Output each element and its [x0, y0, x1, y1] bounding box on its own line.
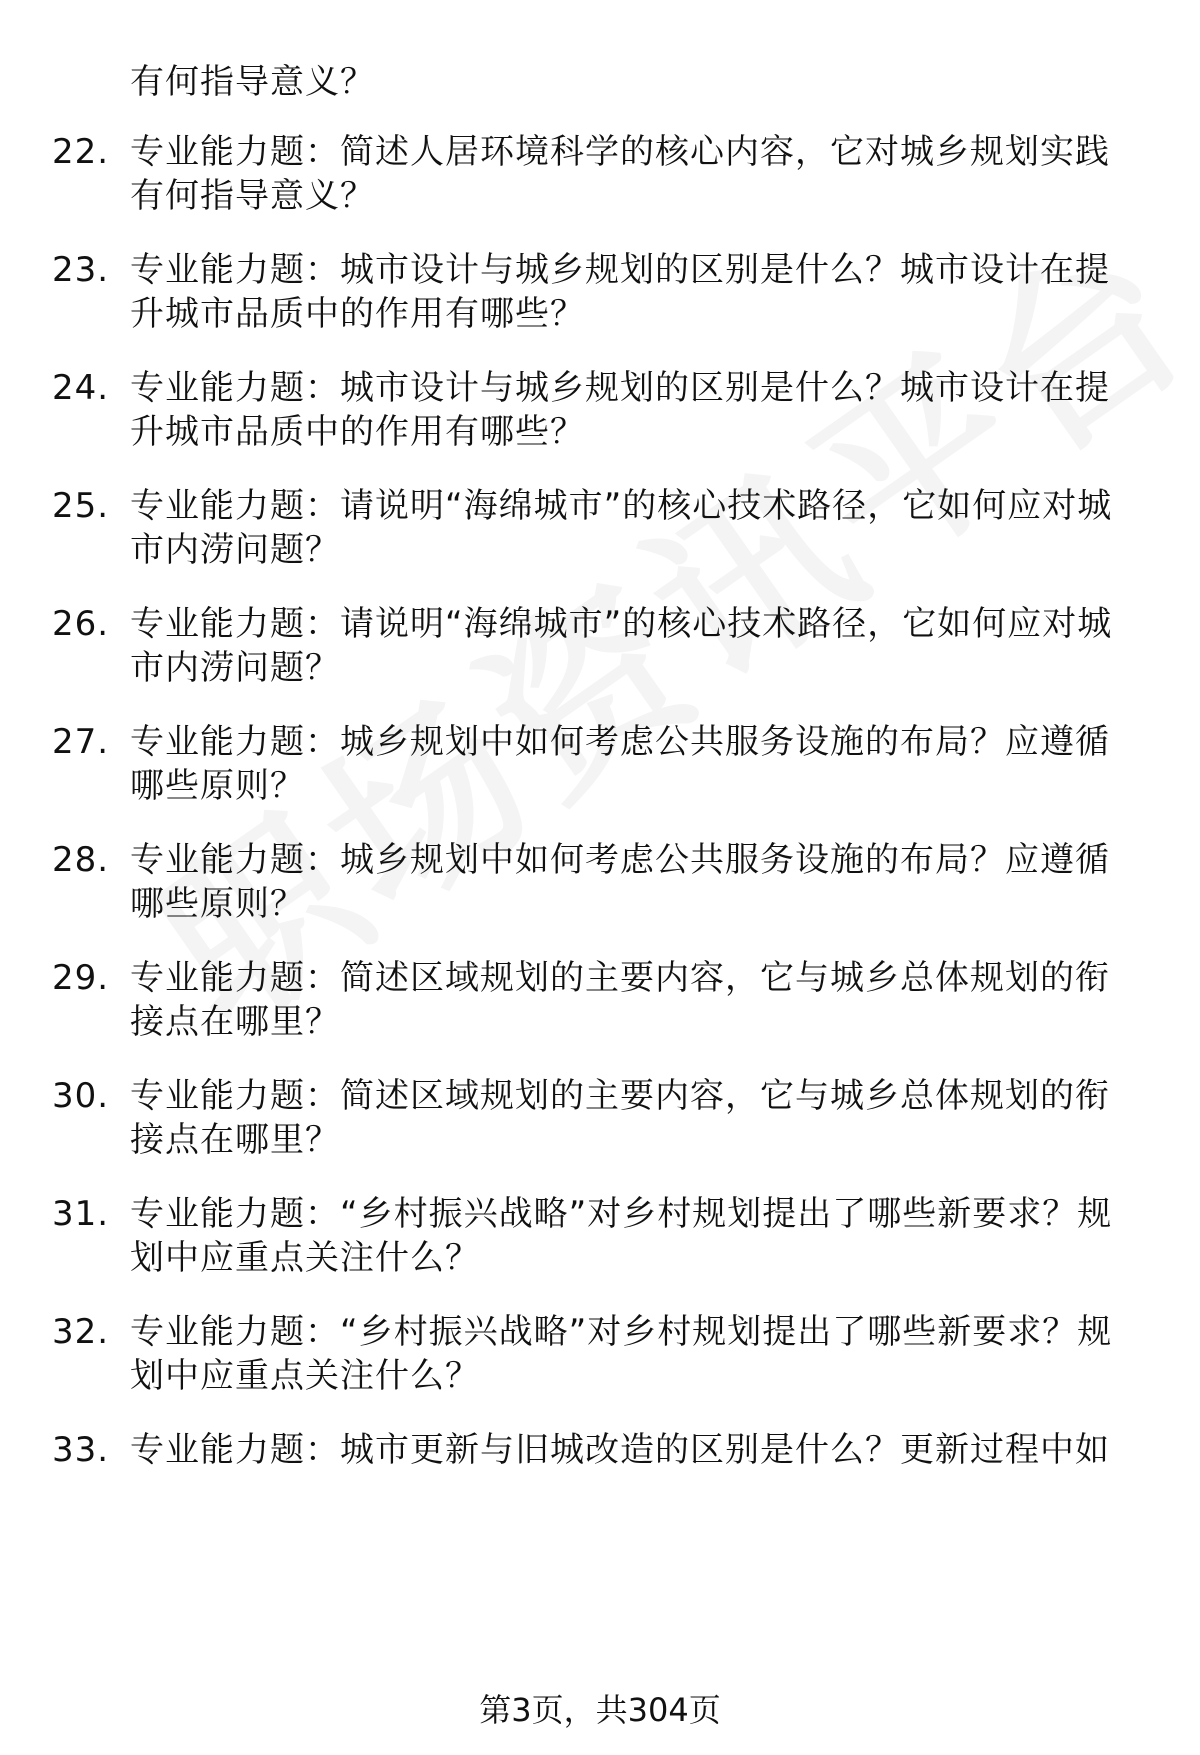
question-text: 专业能力题：城乡规划中如何考虑公共服务设施的布局？应遵循哪些原则？ [130, 722, 1110, 806]
question-text: 专业能力题：简述区域规划的主要内容，它与城乡总体规划的衔接点在哪里？ [130, 1076, 1110, 1160]
question-number: 24. [52, 368, 110, 408]
continued-text: 有何指导意义？ [130, 62, 375, 102]
question-text: 专业能力题：城乡规划中如何考虑公共服务设施的布局？应遵循哪些原则？ [130, 840, 1110, 924]
question-number: 33. [52, 1430, 110, 1470]
question-text: 专业能力题：城市设计与城乡规划的区别是什么？城市设计在提升城市品质中的作用有哪些？ [130, 250, 1110, 334]
question-number: 27. [52, 722, 110, 762]
question-number: 23. [52, 250, 110, 290]
question-number: 22. [52, 132, 110, 172]
page-footer: 第3页，共304页 [479, 1691, 721, 1729]
question-number: 30. [52, 1076, 110, 1116]
question-number: 25. [52, 486, 110, 526]
question-number: 29. [52, 958, 110, 998]
question-number: 26. [52, 604, 110, 644]
question-text: 专业能力题：请说明“海绵城市”的核心技术路径，它如何应对城市内涝问题？ [130, 486, 1113, 570]
question-text: 专业能力题：城市设计与城乡规划的区别是什么？城市设计在提升城市品质中的作用有哪些？ [130, 368, 1110, 452]
question-text: 专业能力题：“乡村振兴战略”对乡村规划提出了哪些新要求？规划中应重点关注什么？ [130, 1194, 1113, 1278]
question-number: 28. [52, 840, 110, 880]
question-text: 专业能力题：简述区域规划的主要内容，它与城乡总体规划的衔接点在哪里？ [130, 958, 1110, 1042]
question-text: 专业能力题：请说明“海绵城市”的核心技术路径，它如何应对城市内涝问题？ [130, 604, 1113, 688]
question-number: 32. [52, 1312, 110, 1352]
question-text: 专业能力题：简述人居环境科学的核心内容，它对城乡规划实践有何指导意义？ [130, 132, 1110, 216]
question-text: 专业能力题：“乡村振兴战略”对乡村规划提出了哪些新要求？规划中应重点关注什么？ [130, 1312, 1113, 1396]
question-text: 专业能力题：城市更新与旧城改造的区别是什么？更新过程中如 [130, 1430, 1110, 1470]
question-number: 31. [52, 1194, 110, 1234]
